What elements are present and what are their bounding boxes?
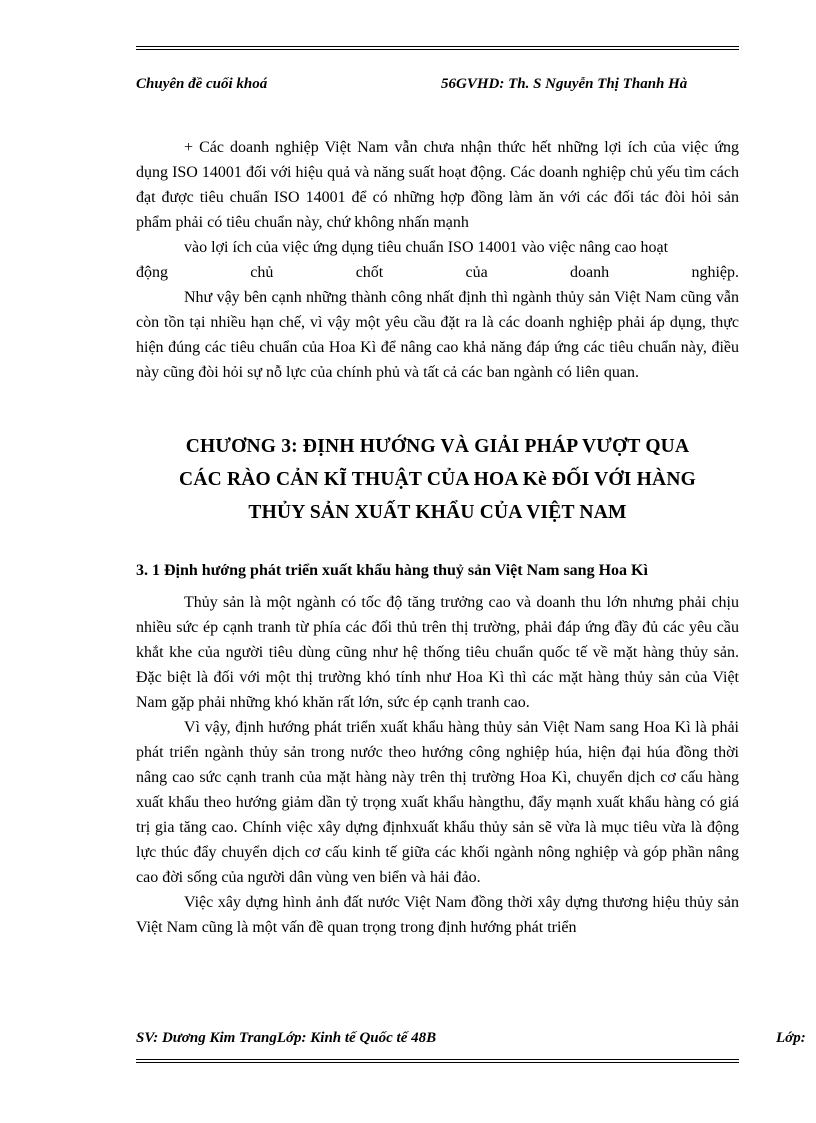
paragraph-export-direction: Vì vậy, định hướng phát triển xuất khẩu hàng thủy sản Việt Nam sang Hoa Kì là phải phát triển ngành thủy sản trong nước theo hướng công nghiệp húa, hiện đại húa đồng thời nâng cao sức cạnh tranh của mặt hàng này trên thị trường Hoa Kì, chuyển dịch cơ cấu hàng xuất khẩu theo hướng giảm dần tỷ trọng xuất khẩu hàngthu, đẩy mạnh xuất khẩu hàng có giá trị gia tăng cao. Chính việc xây dựng địnhxuất khẩu thủy sản sẽ vừa là mục tiêu vừa là động lực thúc đẩy chuyển dịch cơ cấu kinh tế giữa các khối ngành nông nghiệp và góp phần nâng cao đời sống của người dân vùng ven biển và hải đảo. — [136, 719, 739, 886]
header-course-title: Chuyên đề cuối khoá — [136, 76, 268, 92]
chapter-heading — [136, 430, 739, 529]
footer-rule-thin — [136, 1062, 739, 1063]
section-heading: 3. 1 Định hướng phát triển xuất khẩu hàng thuỷ sản Việt Nam sang Hoa Kì — [136, 562, 648, 579]
chapter-heading-line-1: CHƯƠNG 3: ĐỊNH HƯỚNG VÀ GIẢI PHÁP VƯỢT QUA — [185, 436, 690, 457]
paragraph-core-business — [136, 260, 739, 285]
chapter-heading-line-2: CÁC RÀO CẢN KĨ THUẬT CỦA HOA Kè ĐỐI VỚI HÀNG — [179, 469, 696, 490]
intro-text-block — [136, 135, 739, 385]
main-text-block — [136, 590, 739, 940]
word: nghiệp. — [691, 264, 739, 281]
word: của — [465, 264, 488, 281]
word: chốt — [355, 264, 384, 281]
footer-class-label: Lớp: — [776, 1030, 806, 1046]
word: chủ — [250, 264, 274, 281]
paragraph-seafood-growth: Thủy sản là một ngành có tốc độ tăng trưởng cao và doanh thu lớn nhưng phải chịu nhiều sức ép cạnh tranh từ phía các đối thủ trên thị trường, phải đáp ứng đầy đủ các yêu cầu khắt khe của người tiêu dùng cũng như hệ thống tiêu chuẩn quốc tế về mặt hàng thủy sản. Đặc biệt là đối với một thị trường khó tính như Hoa Kì thì các mặt hàng thủy sản của Việt Nam gặp phải những khó khăn rất lớn, sức ép cạnh tranh cao. — [136, 594, 739, 711]
header-rule-thin — [136, 46, 739, 47]
word: doanh — [570, 264, 610, 281]
paragraph-limitations: Như vậy bên cạnh những thành công nhất định thì ngành thủy sản Việt Nam cũng vẫn còn tồn tại nhiều hạn chế, vì vậy một yêu cầu đặt ra là các doanh nghiệp phải áp dụng, thực hiện đúng các tiêu chuẩn của Hoa Kì để nâng cao khả năng đáp ứng các tiêu chuẩn này, điều này cũng đòi hỏi sự nỗ lực của chính phủ và tất cả các ban ngành có liên quan. — [136, 289, 739, 381]
header-rule-thick — [136, 49, 739, 50]
footer-rule-thick — [136, 1059, 739, 1060]
word: động — [136, 264, 168, 281]
header-advisor: 56GVHD: Th. S Nguyễn Thị Thanh Hà — [441, 76, 688, 92]
footer-student: SV: Dương Kim TrangLớp: Kinh tế Quốc tế 48B — [136, 1030, 437, 1046]
chapter-heading-line-3: THỦY SẢN XUẤT KHẨU CỦA VIỆT NAM — [248, 502, 627, 523]
paragraph-iso-benefit: vào lợi ích của việc ứng dụng tiêu chuẩn ISO 14001 vào việc nâng cao hoạt — [184, 239, 669, 256]
paragraph-national-brand: Việc xây dựng hình ảnh đất nước Việt Nam đồng thời xây dựng thương hiệu thủy sản Việt Nam cũng là một vấn đề quan trọng trong định hướng phát triển — [136, 894, 739, 936]
paragraph-iso-awareness: + Các doanh nghiệp Việt Nam vẫn chưa nhận thức hết những lợi ích của việc ứng dụng ISO 14001 đối với hiệu quả và năng suất hoạt động. Các doanh nghiệp chủ yếu tìm cách đạt được tiêu chuẩn ISO 14001 để có những hợp đồng làm ăn với các đối tác đòi hỏi sản phẩm phải có tiêu chuẩn này, chứ không nhấn mạnh — [136, 139, 739, 231]
